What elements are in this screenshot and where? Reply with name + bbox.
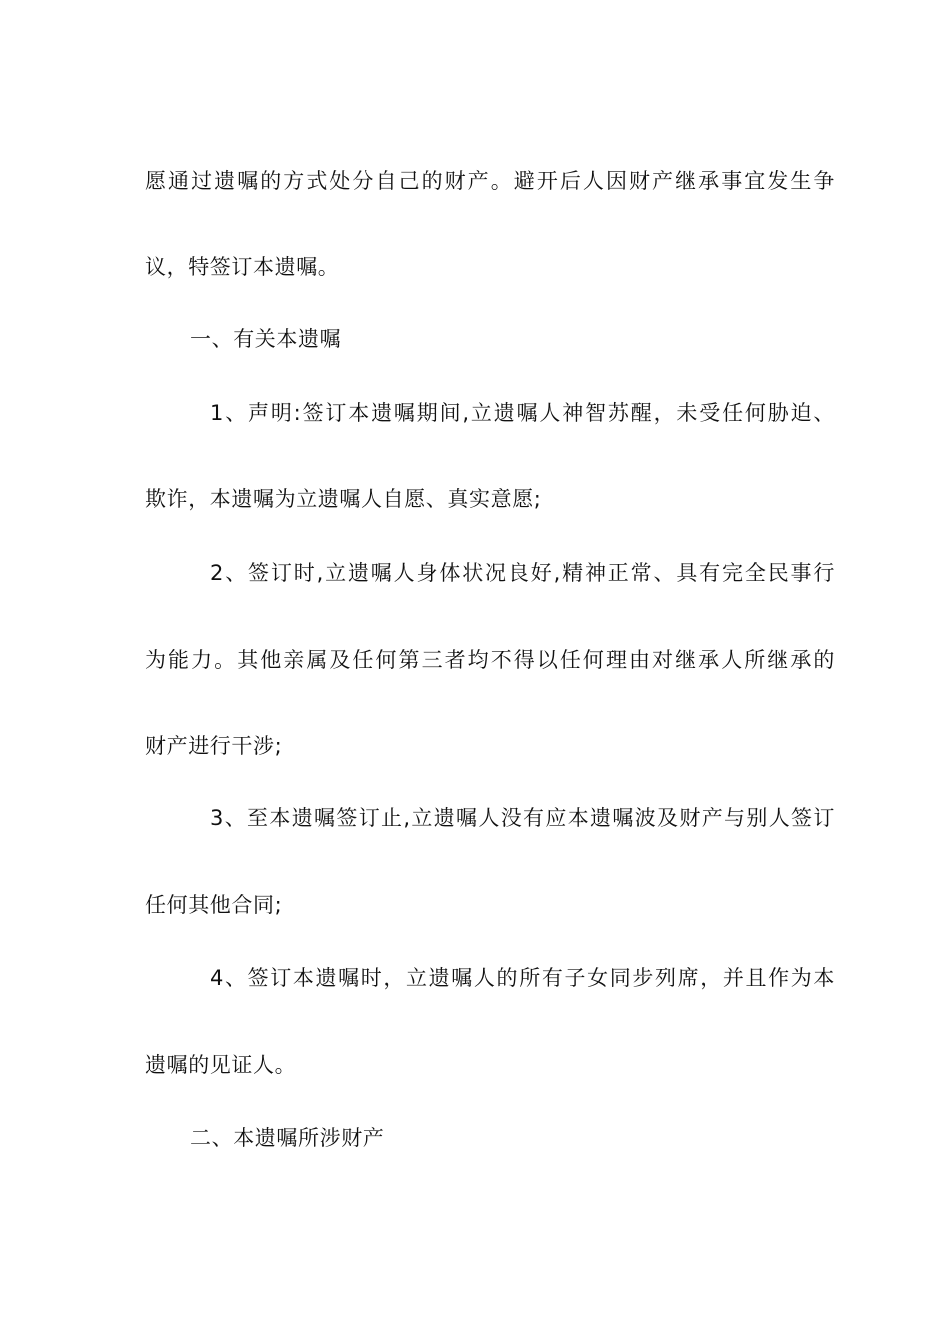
item-2-line-1: 2、签订时,立遗嘱人身体状况良好,精神正常、具有完全民事行 [210, 561, 835, 585]
item-4-line-2: 遗嘱的见证人。 [145, 1053, 297, 1077]
item-2-line-3: 财产进行干涉; [145, 734, 283, 758]
section-heading-1: 一、有关本遗嘱 [190, 327, 342, 351]
item-3-line-1: 3、至本遗嘱签订止,立遗嘱人没有应本遗嘱波及财产与别人签订 [210, 806, 835, 830]
item-4-line-1: 4、签订本遗嘱时，立遗嘱人的所有子女同步列席，并且作为本 [210, 966, 835, 990]
paragraph-line-1: 愿通过遗嘱的方式处分自己的财产。避开后人因财产继承事宜发生争 [145, 169, 835, 193]
section-heading-2: 二、本遗嘱所涉财产 [190, 1126, 385, 1150]
item-1-line-1: 1、声明:签订本遗嘱期间,立遗嘱人神智苏醒，未受任何胁迫、 [210, 401, 835, 425]
item-1-line-2: 欺诈，本遗嘱为立遗嘱人自愿、真实意愿; [145, 487, 542, 511]
paragraph-line-2: 议，特签订本遗嘱。 [145, 255, 340, 279]
item-2-line-2: 为能力。其他亲属及任何第三者均不得以任何理由对继承人所继承的 [145, 648, 835, 672]
item-3-line-2: 任何其他合同; [145, 893, 283, 917]
